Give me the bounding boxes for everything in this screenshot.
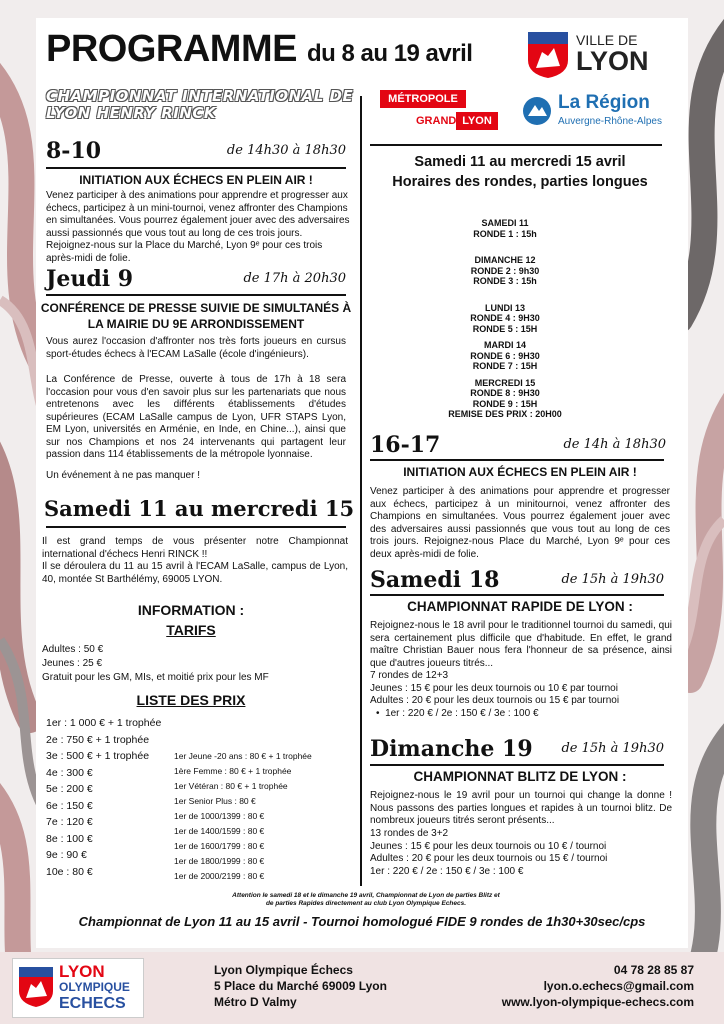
prize-item: 1er : 1 000 € + 1 trophée xyxy=(46,717,162,729)
section-day-8-10: 8-10 xyxy=(46,138,102,164)
tournament-text-2: Il se déroulera du 11 au 15 avril à l'ECAM LaSalle, campus de Lyon, 40, montée St Barthélémy, 69005 LYON. xyxy=(42,561,348,585)
section-rule xyxy=(46,526,346,528)
conference-text-2: La Conférence de Presse, ouverte à tous de 17h à 18 sera l'occasion pour vous d'en savoir plus sur les partenariats que nous entretenons avec les différents établissements d'études supérieures (ECAM LaSalle campus de Lyon, UFR STAPS Lyon, EM Lyon, universités en Arménie, en Inde, en Chine...), ainsi que sur nos Champions et nos 24 intervenants qui partagent leur passion dans 114 établissements de la métropole lyonnaise. xyxy=(46,374,346,460)
tarifs-list xyxy=(42,643,348,685)
club-metro: Métro D Valmy xyxy=(214,995,297,1009)
round-time: RONDE 7 : 15H xyxy=(472,361,538,371)
blitz-text: Rejoignez-nous le 19 avril pour un tournoi qui change la donne ! Nous passons des parties longues et rapides à un tournoi blitz. De nombreux joueurs titrés seront présents... xyxy=(370,790,672,826)
schedule-title xyxy=(370,152,670,192)
club-logo-line-2: OLYMPIQUE xyxy=(59,980,130,994)
round-day: DIMANCHE 12 xyxy=(474,255,536,265)
tournament-tagline: Championnat de Lyon 11 au 15 avril - Tournoi homologué FIDE 9 rondes de 1h30+30sec/cps xyxy=(78,914,646,929)
section-hours-8-10: de 14h30 à 18h30 xyxy=(226,143,346,158)
lion-shield-icon xyxy=(526,30,570,80)
region-logo xyxy=(522,92,682,132)
club-name: Lyon Olympique Échecs xyxy=(214,963,353,977)
round-time: RONDE 5 : 15H xyxy=(472,323,538,334)
section-day-samedi-11: Samedi 11 au mercredi 15 xyxy=(44,496,355,521)
special-prizes-list xyxy=(174,749,354,884)
section-rule xyxy=(370,594,664,596)
round-time: RONDE 3 : 15h xyxy=(473,276,537,286)
section-hours-samedi-18: de 15h à 19h30 xyxy=(561,572,664,587)
blitz-details xyxy=(370,828,672,878)
conference-text-1: Vous aurez l'occasion d'affronter nos très forts joueurs en cursus sport-études échecs à l'ECAM LaSalle (école d'ingénieurs). xyxy=(46,336,346,360)
footer xyxy=(0,952,724,1024)
round-time: RONDE 2 : 9h30 xyxy=(470,265,540,276)
championship-line-2: LYON HENRY RINCK xyxy=(46,104,217,122)
blitz-prizes: 1er : 220 € / 2e : 150 € / 3e : 100 € xyxy=(370,865,524,877)
prize-item: 5e : 200 € xyxy=(46,783,93,795)
round-time: RONDE 4 : 9H30 xyxy=(470,313,540,323)
club-logo-line-3: ECHECS xyxy=(59,995,126,1012)
attention-line-1: Attention le samedi 18 et le dimanche 19 avril, Championnat de Lyon de parties Blitz et xyxy=(232,892,500,899)
rapide-prizes-row xyxy=(370,708,672,721)
section-day-16-17: 16-17 xyxy=(370,432,441,458)
schedule-title-line-2: Horaires des rondes, parties longues xyxy=(392,174,648,190)
region-subtitle: Auvergne-Rhône-Alpes xyxy=(558,116,662,127)
round-time: REMISE DES PRIX : 20H00 xyxy=(448,409,562,419)
rapide-prizes: 1er : 220 € / 2e : 150 € / 3e : 100 € xyxy=(385,707,539,719)
section-text-initiation-2: Venez participer à des animations pour apprendre et progresser aux échecs, participez à un minitournoi, venez affronter des Champions en simultanées. Vous pourrez également jouer avec des adversaires aussi passionnés que vous tout au long de ces trois jours. Rejoignez-nous Place du Marché, Lyon 9ᵉ pour ces deux après-midi de folie. xyxy=(370,486,670,560)
metropole-logo xyxy=(380,90,498,130)
ville-line-2: LYON xyxy=(576,46,649,76)
section-text-initiation: Venez participer à des animations pour apprendre et progresser aux échecs, participez à un mini-tournoi, venez affronter des Champions en simultanées. Vous pourrez également jouer avec des adversaires aussi passionnés que vous tout au long de ces trois jours. Rejoignez-nous sur la Place du Marché, Lyon 9ᵉ pour ces trois après-midi de folie. xyxy=(46,190,350,264)
blitz-rounds: 13 rondes de 3+2 xyxy=(370,828,449,839)
section-rule xyxy=(370,144,662,146)
section-hours-jeudi-9: de 17h à 20h30 xyxy=(243,271,346,286)
round-day: LUNDI 13 xyxy=(484,302,525,313)
special-prize-item: 1er Jeune -20 ans : 80 € + 1 trophée xyxy=(174,751,312,761)
prize-item: 10e : 80 € xyxy=(46,865,93,878)
metropole-line-1: MÉTROPOLE xyxy=(380,90,466,108)
prize-item: 2e : 750 € + 1 trophée xyxy=(46,733,150,746)
section-heading-conference: CONFÉRENCE DE PRESSE SUIVIE DE SIMULTANÉS À LA MAIRIE DU 9E ARRONDISSEMENT xyxy=(40,301,352,331)
region-name: La Région xyxy=(558,92,650,113)
tarifs-title: TARIFS xyxy=(166,622,216,638)
prizes-title: LISTE DES PRIX xyxy=(136,692,246,708)
club-street: 5 Place du Marché 69009 Lyon xyxy=(214,979,387,993)
section-rule xyxy=(46,167,346,169)
section-hours-dimanche-19: de 15h à 19h30 xyxy=(561,741,664,756)
tarif-youth: Jeunes : 25 € xyxy=(42,658,103,669)
section-day-samedi-18: Samedi 18 xyxy=(370,567,500,593)
section-rule xyxy=(370,459,664,461)
information-title: INFORMATION : xyxy=(137,602,245,618)
section-day-dimanche-19: Dimanche 19 xyxy=(370,736,533,762)
blitz-adult-price: Adultes : 20 € pour les deux tournois ou 15 € / tournoi xyxy=(370,853,608,864)
metropole-grand: GRAND xyxy=(416,115,457,127)
special-prize-item: 1er de 1000/1399 : 80 € xyxy=(174,811,265,821)
tarif-free: Gratuit pour les GM, MIs, et moitié prix pour les MF xyxy=(42,672,269,683)
prize-item: 3e : 500 € + 1 trophée xyxy=(46,750,150,762)
club-website-link[interactable]: www.lyon-olympique-echecs.com xyxy=(501,995,694,1009)
attention-note xyxy=(76,892,656,908)
column-divider xyxy=(360,96,362,886)
blitz-youth-price: Jeunes : 15 € pour les deux tournois ou 10 € / tournoi xyxy=(370,840,607,852)
tarif-adults: Adultes : 50 € xyxy=(42,644,104,655)
prize-item: 8e : 100 € xyxy=(46,832,93,845)
section-rule xyxy=(46,294,346,296)
tournament-text-1: Il est grand temps de vous présenter notre Championnat international d'échecs Henri RINCK !! xyxy=(42,536,348,560)
special-prize-item: 1er de 1400/1599 : 80 € xyxy=(174,826,265,836)
section-hours-16-17: de 14h à 18h30 xyxy=(563,437,666,452)
club-contact xyxy=(470,962,694,1010)
round-day: SAMEDI 11 xyxy=(481,218,529,228)
section-rule xyxy=(370,764,664,766)
prize-item: 9e : 90 € xyxy=(46,849,87,861)
conference-text-3: Un événement à ne pas manquer ! xyxy=(46,470,200,481)
round-time: RONDE 1 : 15h xyxy=(473,228,537,239)
championship-line-1: CHAMPIONNAT INTERNATIONAL DE xyxy=(46,87,354,105)
bullet-icon: • xyxy=(376,707,386,719)
schedule-title-line-1: Samedi 11 au mercredi 15 avril xyxy=(414,154,626,170)
round-time: RONDE 6 : 9H30 xyxy=(470,350,540,361)
region-emblem-icon xyxy=(522,96,552,126)
rapide-text: Rejoignez-nous le 18 avril pour le traditionnel tournoi du samedi, qui sera certainement plus difficile que d'habitude. En effet, le grand maître Christian Bauer nous fera l'honneur de sa présence, ainsi que d'autres joueurs titrés... xyxy=(370,620,672,669)
prize-item: 7e : 120 € xyxy=(46,816,93,828)
rapide-details xyxy=(370,670,672,720)
section-heading-rapide: CHAMPIONNAT RAPIDE DE LYON : xyxy=(407,599,633,614)
rapide-youth-price: Jeunes : 15 € pour les deux tournois ou 10 € par tournoi xyxy=(370,682,618,694)
prize-item: 6e : 150 € xyxy=(46,799,93,812)
special-prize-item: 1er de 1600/1799 : 80 € xyxy=(174,841,265,851)
rapide-rounds: 7 rondes de 12+3 xyxy=(370,670,449,681)
special-prize-item: 1ère Femme : 80 € + 1 trophée xyxy=(174,766,292,776)
page-title xyxy=(46,30,472,68)
round-day: MARDI 14 xyxy=(483,340,526,350)
club-lion-shield-icon xyxy=(17,965,55,1009)
ville-line-1: VILLE DE xyxy=(576,32,638,48)
section-heading-initiation: INITIATION AUX ÉCHECS EN PLEIN AIR ! xyxy=(79,173,313,187)
flyer-sheet xyxy=(36,18,688,948)
round-time: RONDE 9 : 15H xyxy=(472,398,538,409)
round-time: RONDE 8 : 9H30 xyxy=(470,388,540,398)
championship-banner xyxy=(46,88,356,122)
rounds-schedule xyxy=(440,218,570,420)
special-prize-item: 1er de 2000/2199 : 80 € xyxy=(174,871,265,881)
ville-de-lyon-logo xyxy=(526,26,649,84)
round-day: MERCREDI 15 xyxy=(474,377,536,388)
section-heading-initiation-2: INITIATION AUX ÉCHECS EN PLEIN AIR ! xyxy=(403,465,637,479)
club-logo-line-1: LYON xyxy=(59,962,105,981)
special-prize-item: 1er Senior Plus : 80 € xyxy=(174,796,256,806)
title-dates: du 8 au 19 avril xyxy=(307,40,473,67)
prize-item: 4e : 300 € xyxy=(46,766,93,779)
section-heading-blitz: CHAMPIONNAT BLITZ DE LYON : xyxy=(413,769,627,784)
prizes-list xyxy=(46,715,180,880)
special-prize-item: 1er Vétéran : 80 € + 1 trophée xyxy=(174,781,288,791)
special-prize-item: 1er de 1800/1999 : 80 € xyxy=(174,856,265,866)
club-email-link[interactable]: lyon.o.echecs@gmail.com xyxy=(543,979,694,993)
attention-line-2: de parties Rapides directement au club Lyon Olympique Echecs. xyxy=(265,900,467,907)
club-phone[interactable]: 04 78 28 85 87 xyxy=(613,963,694,977)
club-logo xyxy=(12,958,144,1018)
rapide-adult-price: Adultes : 20 € pour les deux tournois ou 15 € par tournoi xyxy=(370,695,620,706)
section-day-jeudi-9: Jeudi 9 xyxy=(46,266,134,292)
club-address xyxy=(214,962,387,1010)
title-main: PROGRAMME xyxy=(46,28,297,70)
metropole-lyon: LYON xyxy=(456,112,498,130)
